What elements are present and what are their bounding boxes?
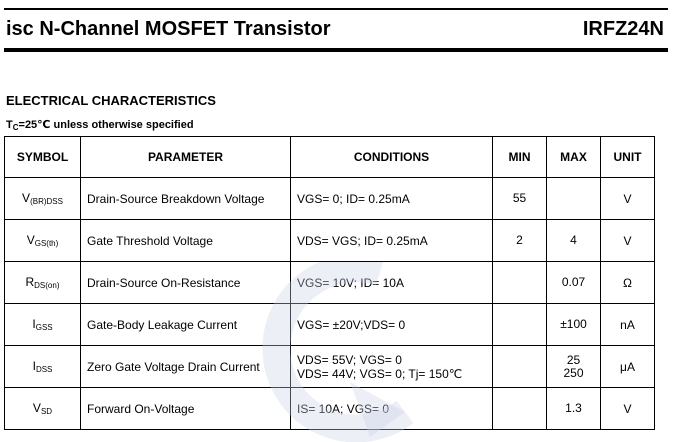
- symbol-cell: [5, 262, 81, 304]
- unit-cell: V: [601, 178, 655, 220]
- symbol-subscript: DSS: [35, 365, 53, 374]
- condition-line: IS= 10A; VGS= 0: [297, 401, 390, 416]
- symbol-letter: V: [32, 401, 41, 415]
- symbol-subscript: (BR)DSS: [30, 197, 63, 206]
- symbol-letter: V: [22, 191, 31, 205]
- max-cell: [547, 346, 601, 388]
- condition-line: VGS= 10V; ID= 10A: [297, 275, 404, 290]
- symbol-subscript: GS(th): [34, 239, 59, 248]
- parameter-cell: Drain-Source On-Resistance: [81, 262, 291, 304]
- parameter-cell: Gate-Body Leakage Current: [81, 304, 291, 346]
- table-row: [5, 262, 655, 304]
- test-condition-note: [6, 118, 194, 132]
- header-symbol: SYMBOL: [5, 137, 81, 178]
- max-cell: [547, 178, 601, 220]
- symbol-cell: [5, 178, 81, 220]
- max-value-1: 25: [566, 352, 581, 367]
- symbol-letter: I: [32, 359, 36, 373]
- max-cell: 0.07: [547, 262, 601, 304]
- symbol-cell: [5, 220, 81, 262]
- note-text: =25℃ unless otherwise specified: [18, 119, 194, 131]
- header-min: MIN: [493, 137, 547, 178]
- conditions-cell: [291, 304, 493, 346]
- min-cell: [493, 388, 547, 430]
- unit-cell: μA: [601, 346, 655, 388]
- conditions-cell: [291, 262, 493, 304]
- condition-line: VGS= 0; ID= 0.25mA: [297, 191, 410, 206]
- symbol-letter: I: [32, 317, 36, 331]
- conditions-cell: [291, 220, 493, 262]
- part-number: IRFZ24N: [582, 18, 664, 40]
- min-cell: 2: [493, 220, 547, 262]
- symbol-subscript: GSS: [35, 323, 53, 332]
- note-prefix: T: [6, 119, 13, 131]
- symbol-cell: [5, 304, 81, 346]
- unit-cell: V: [601, 220, 655, 262]
- symbol-subscript: DS(on): [34, 281, 60, 290]
- table-row: [5, 388, 655, 430]
- table-row: [5, 178, 655, 220]
- min-cell: [493, 262, 547, 304]
- parameter-cell: Zero Gate Voltage Drain Current: [81, 346, 291, 388]
- condition-line-2: VDS= 44V; VGS= 0; Tj= 150℃: [297, 366, 463, 381]
- condition-line: VGS= ±20V;VDS= 0: [297, 317, 406, 332]
- parameter-cell: Gate Threshold Voltage: [81, 220, 291, 262]
- symbol-subscript: SD: [40, 407, 53, 416]
- unit-cell: V: [601, 388, 655, 430]
- unit-cell: nA: [601, 304, 655, 346]
- header-conditions: CONDITIONS: [291, 137, 493, 178]
- max-value-2: 250: [563, 365, 584, 380]
- header-parameter: PARAMETER: [81, 137, 291, 178]
- unit-cell: Ω: [601, 262, 655, 304]
- condition-line: VDS= 55V; VGS= 0: [297, 352, 402, 367]
- symbol-letter: V: [26, 233, 35, 247]
- max-cell: 4: [547, 220, 601, 262]
- header-max: MAX: [547, 137, 601, 178]
- conditions-cell: [291, 178, 493, 220]
- table-row: [5, 346, 655, 388]
- max-cell: 1.3: [547, 388, 601, 430]
- header-bottom-rule: [4, 48, 668, 52]
- table-row: [5, 304, 655, 346]
- note-subscript: C: [12, 123, 19, 132]
- symbol-cell: [5, 388, 81, 430]
- section-title: ELECTRICAL CHARACTERISTICS: [6, 93, 216, 108]
- header-top-rule: [4, 8, 668, 10]
- min-cell: 55: [493, 178, 547, 220]
- max-cell: ±100: [547, 304, 601, 346]
- parameter-cell: Drain-Source Breakdown Voltage: [81, 178, 291, 220]
- min-cell: [493, 304, 547, 346]
- conditions-cell: [291, 388, 493, 430]
- symbol-letter: R: [25, 275, 35, 289]
- parameter-cell: Forward On-Voltage: [81, 388, 291, 430]
- symbol-cell: [5, 346, 81, 388]
- electrical-characteristics-table: [4, 136, 655, 430]
- document-header: [6, 18, 664, 48]
- table-row: [5, 220, 655, 262]
- min-cell: [493, 346, 547, 388]
- header-unit: UNIT: [601, 137, 655, 178]
- document-title: isc N-Channel MOSFET Transistor: [6, 18, 331, 40]
- condition-line: VDS= VGS; ID= 0.25mA: [297, 233, 428, 248]
- table-header-row: [5, 137, 655, 178]
- conditions-cell: [291, 346, 493, 388]
